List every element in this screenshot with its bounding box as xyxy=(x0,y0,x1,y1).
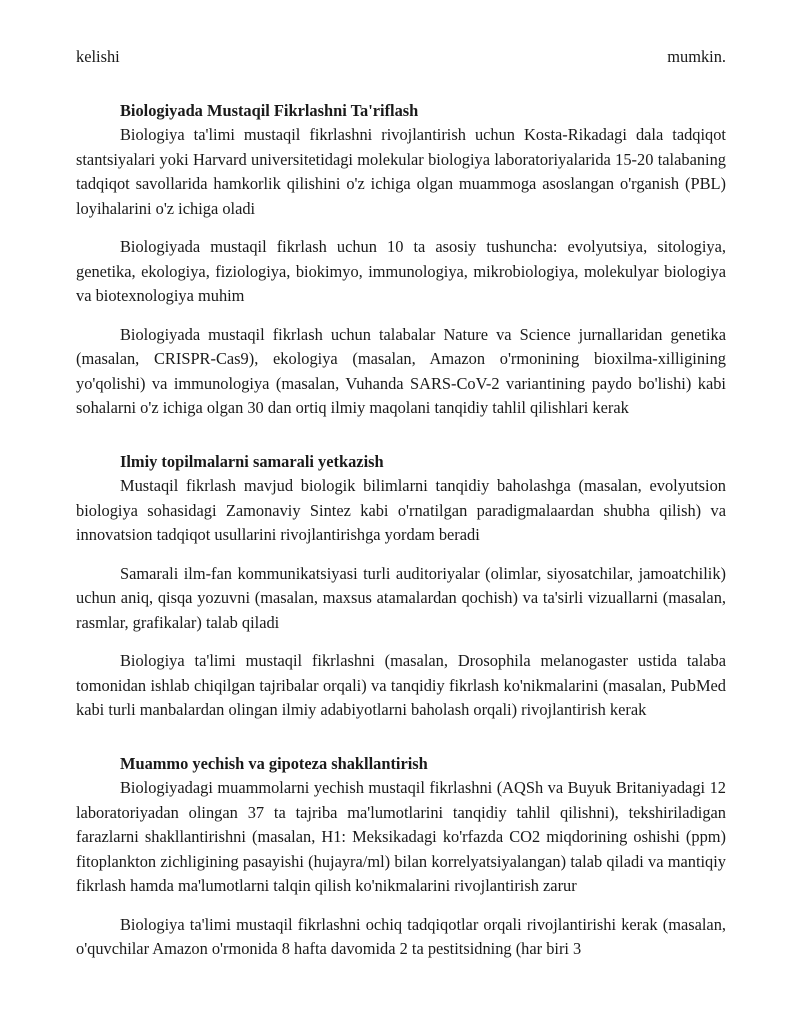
continued-text-right: mumkin. xyxy=(667,47,726,66)
paragraph: Biologiya ta'limi mustaqil fikrlashni (masalan, Drosophila melanogaster ustida talaba tomonidan ishlab chiqilgan tajribalar orqali) va tanqidiy fikrlash ko'nikmalarini (masalan, PubMed kabi turli manbalardan olingan ilmiy adabiyotlarni baholash orqali) rivojlantirish kerak xyxy=(76,651,726,719)
section-heading: Ilmiy topilmalarni samarali yetkazish xyxy=(120,451,384,471)
paragraph: Samarali ilm-fan kommunikatsiyasi turli auditoriyalar (olimlar, siyosatchilar, jamoatchilik) uchun aniq, qisqa yozuvni (masalan, maxsus atamalardan qochish) va ta'sirli vizuallarni (masalan, rasmlar, grafikalar) talab qiladi xyxy=(76,563,726,632)
document-body xyxy=(76,45,726,962)
paragraph: Biologiya ta'limi mustaqil fikrlashni rivojlantirish uchun Kosta-Rikadagi dala tadqiqot stantsiyalari yoki Harvard universitetidagi molekular biologiya laboratoriyalarida 15-20 talabaning tadqiqot savollarida hamkorlik qilishini o'z ichiga olgan muammoga asoslangan o'rganish (PBL) loyihalarini o'z ichiga oladi xyxy=(76,125,726,218)
continued-line xyxy=(76,45,726,70)
section-problem-solving xyxy=(76,752,726,962)
section-science-communication xyxy=(76,450,726,723)
paragraph: Biologiya ta'limi mustaqil fikrlashni ochiq tadqiqotlar orqali rivojlantirishi kerak (masalan, o'quvchilar Amazon o'rmonida 8 hafta davomida 2 ta pestitsidning (har biri 3 xyxy=(76,914,726,958)
section-heading: Biologiyada Mustaqil Fikrlashni Ta'riflash xyxy=(120,100,419,120)
paragraph: Mustaqil fikrlash mavjud biologik bilimlarni tanqidiy baholashga (masalan, evolyutsion biologiya sohasidagi Zamonaviy Sintez kabi o'rnatilgan paradigmalaardan shubha qilish) va innovatsion tadqiqot usullarini rivojlantirishga yordam beradi xyxy=(76,476,726,544)
paragraph: Biologiyadagi muammolarni yechish mustaqil fikrlashni (AQSh va Buyuk Britaniyadagi 12 laboratoriyadan olingan 37 ta tajriba ma'lumotlarini tanqidiy tahlil qilishni), tekshiriladigan farazlarni shakllantirishni (masalan, H1: Meksikadagi ko'rfazda CO2 miqdorining oshishi (ppm) fitoplankton zichligining pasayishi (hujayra/ml) bilan korrelyatsiyalangan) talab qiladi va mantiqiy fikrlash hamda ma'lumotlarni talqin qilish ko'nikmalarini rivojlantirish zarur xyxy=(76,778,726,895)
section-heading: Muammo yechish va gipoteza shakllantirish xyxy=(120,753,428,773)
section-defining-independent-thinking xyxy=(76,99,726,421)
paragraph: Biologiyada mustaqil fikrlash uchun talabalar Nature va Science jurnallaridan genetika (masalan, CRISPR-Cas9), ekologiya (masalan, Amazon o'rmonining bioxilma-xilligining yo'qolishi) va immunologiya (masalan, Vuhanda SARS-CoV-2 variantining paydo bo'lishi) kabi sohalarni o'z ichiga olgan 30 dan ortiq ilmiy maqolani tanqidiy tahlil qilishlari kerak xyxy=(76,324,726,417)
paragraph: Biologiyada mustaqil fikrlash uchun 10 ta asosiy tushuncha: evolyutsiya, sitologiya, genetika, ekologiya, fiziologiya, biokimyo, immunologiya, mikrobiologiya, molekulyar biologiya va biotexnologiya muhim xyxy=(76,237,726,305)
continued-text-left: kelishi xyxy=(76,47,120,66)
